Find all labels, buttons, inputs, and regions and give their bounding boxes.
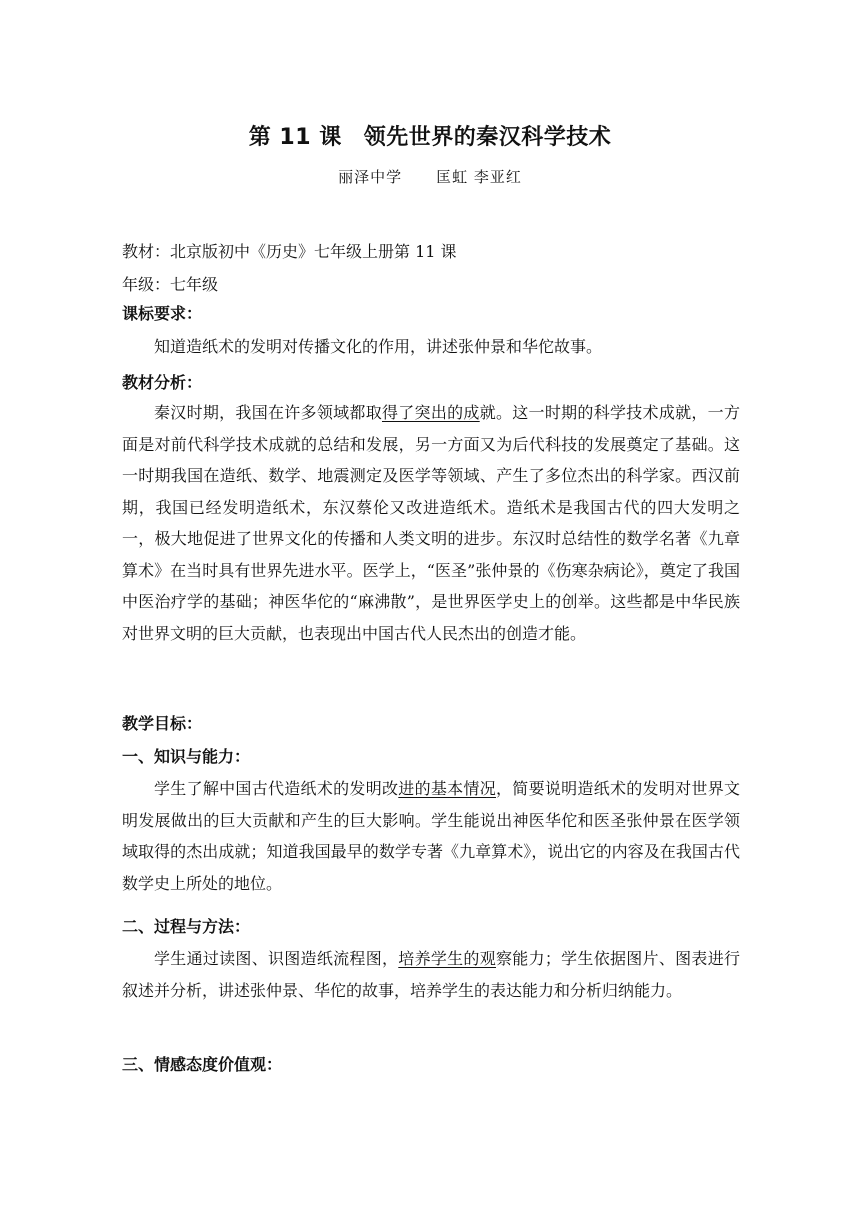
knowledge-paragraph: 学生了解中国古代造纸术的发明改进的基本情况，简要说明造纸术的发明对世界文明发展做出的巨大贡献和产生的巨大影响。学生能说出神医华佗和医圣张仲景在医学领域取得的杰出成就；知道我国最早的数学专著《九章算术》，说出它的内容及在我国古代数学史上所处的地位。 [122, 779, 740, 893]
knowledge-heading: 一、知识与能力： [122, 747, 251, 766]
author-names: 匡虹 李亚红 [436, 168, 522, 186]
grade-info: 年级：七年级 [122, 275, 219, 294]
page-title [0, 120, 860, 151]
underlined-text: 培养学生的观 [398, 949, 496, 968]
values-heading: 三、情感态度价值观： [122, 1055, 283, 1074]
underlined-text: 进的基本情况 [398, 779, 496, 798]
school-name: 丽泽中学 [338, 168, 403, 186]
underlined-text: 得了突出的成 [381, 403, 480, 422]
author-line [0, 166, 860, 187]
curriculum-heading: 课标要求： [122, 304, 203, 323]
curriculum-text: 知道造纸术的发明对传播文化的作用，讲述张仲景和华佗故事。 [154, 337, 603, 356]
textbook-info: 教材：北京版初中《历史》七年级上册第 11 课 [122, 242, 457, 261]
lesson-number: 第 11 课 [248, 125, 342, 150]
analysis-paragraph: 秦汉时期，我国在许多领域都取得了突出的成就。这一时期的科学技术成就，一方面是对前代科学技术成就的总结和发展，另一方面又为后代科技的发展奠定了基础。这一时期我国在造纸、数学、地震测定及医学等领域、产生了多位杰出的科学家。西汉前期，我国已经发明造纸术，东汉蔡伦又改进造纸术。造纸术是我国古代的四大发明之一，极大地促进了世界文化的传播和人类文明的进步。东汉时总结性的数学名著《九章算术》在当时具有世界先进水平。医学上，“医圣”张仲景的《伤寒杂病论》，奠定了我国中医治疗学的基础；神医华佗的“麻沸散”，是世界医学史上的创举。这些都是中华民族对世界文明的巨大贡献，也表现出中国古代人民杰出的创造才能。 [122, 403, 740, 643]
process-paragraph: 学生通过读图、识图造纸流程图，培养学生的观察能力；学生依据图片、图表进行叙述并分析，讲述张仲景、华佗的故事，培养学生的表达能力和分析归纳能力。 [122, 949, 740, 1000]
process-heading: 二、过程与方法： [122, 917, 251, 936]
objectives-heading: 教学目标： [122, 714, 203, 733]
analysis-heading: 教材分析： [122, 373, 203, 392]
lesson-name: 领先世界的秦汉科学技术 [363, 125, 612, 150]
